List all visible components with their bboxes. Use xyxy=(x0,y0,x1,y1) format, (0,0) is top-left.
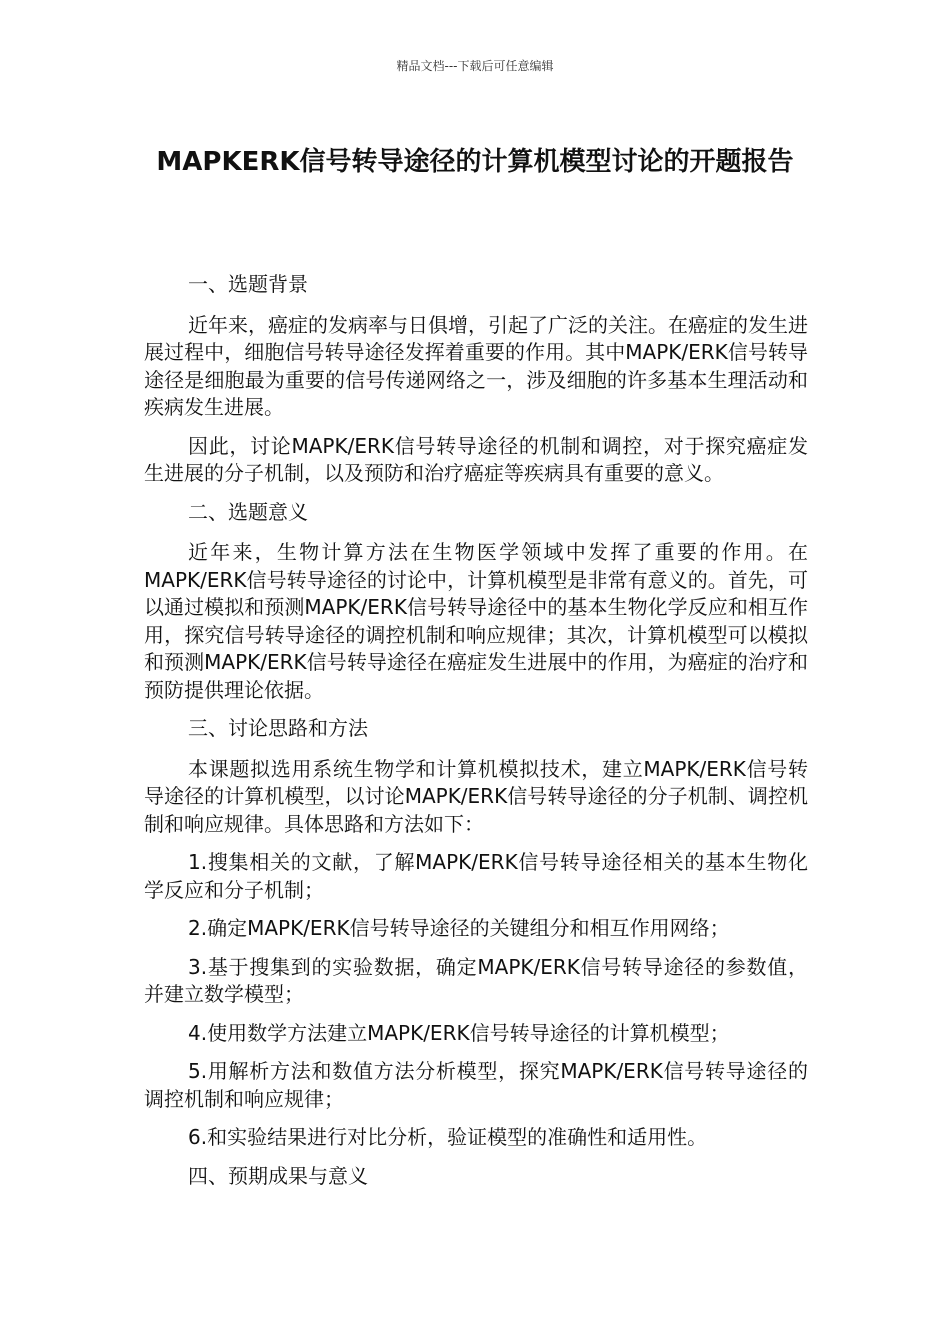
method-step-3: 3.基于搜集到的实验数据，确定MAPK/ERK信号转导途径的参数值，并建立数学模型； xyxy=(144,954,808,1006)
method-step-5: 5.用解析方法和数值方法分析模型，探究MAPK/ERK信号转导途径的调控机制和响应规律； xyxy=(144,1059,808,1111)
section-heading-significance: 二、选题意义 xyxy=(188,499,308,524)
method-step-2: 2.确定MAPK/ERK信号转导途径的关键组分和相互作用网络； xyxy=(188,916,730,940)
method-step-6: 6.和实验结果进行对比分析，验证模型的准确性和适用性。 xyxy=(188,1125,708,1149)
document-body xyxy=(144,271,808,1203)
section-heading-background: 一、选题背景 xyxy=(188,272,308,296)
paragraph-methods-intro: 本课题拟选用系统生物学和计算机模拟技术，建立MAPK/ERK信号转导途径的计算机模型，以讨论MAPK/ERK信号转导途径的分子机制、调控机制和响应规律。具体思路和方法如下： xyxy=(144,756,808,836)
page-header: 精品文档---下载后可任意编辑 xyxy=(396,59,554,73)
paragraph-background-2: 因此，讨论MAPK/ERK信号转导途径的机制和调控，对于探究癌症发生进展的分子机制，以及预防和治疗癌症等疾病具有重要的意义。 xyxy=(144,433,808,485)
method-step-4: 4.使用数学方法建立MAPK/ERK信号转导途径的计算机模型； xyxy=(188,1020,730,1045)
section-heading-outcomes: 四、预期成果与意义 xyxy=(188,1163,368,1188)
section-heading-methods: 三、讨论思路和方法 xyxy=(188,716,368,740)
document-title: MAPKERK信号转导途径的计算机模型讨论的开题报告 xyxy=(156,147,794,177)
paragraph-significance: 近年来，生物计算方法在生物医学领域中发挥了重要的作用。在MAPK/ERK信号转导途径的讨论中，计算机模型是非常有意义的。首先，可以通过模拟和预测MAPK/ERK信号转导途径中的基本生物化学反应和相互作用，探究信号转导途径的调控机制和响应规律；其次，计算机模型可以模拟和预测MAPK/ERK信号转导途径在癌症发生进展中的作用，为癌症的治疗和预防提供理论依据。 xyxy=(144,540,808,702)
method-step-1: 1.搜集相关的文献，了解MAPK/ERK信号转导途径相关的基本生物化学反应和分子机制； xyxy=(144,850,808,902)
paragraph-background-1: 近年来，癌症的发病率与日俱增，引起了广泛的关注。在癌症的发生进展过程中，细胞信号转导途径发挥着重要的作用。其中MAPK/ERK信号转导途径是细胞最为重要的信号传递网络之一，涉及细胞的许多基本生理活动和疾病发生进展。 xyxy=(144,312,808,419)
